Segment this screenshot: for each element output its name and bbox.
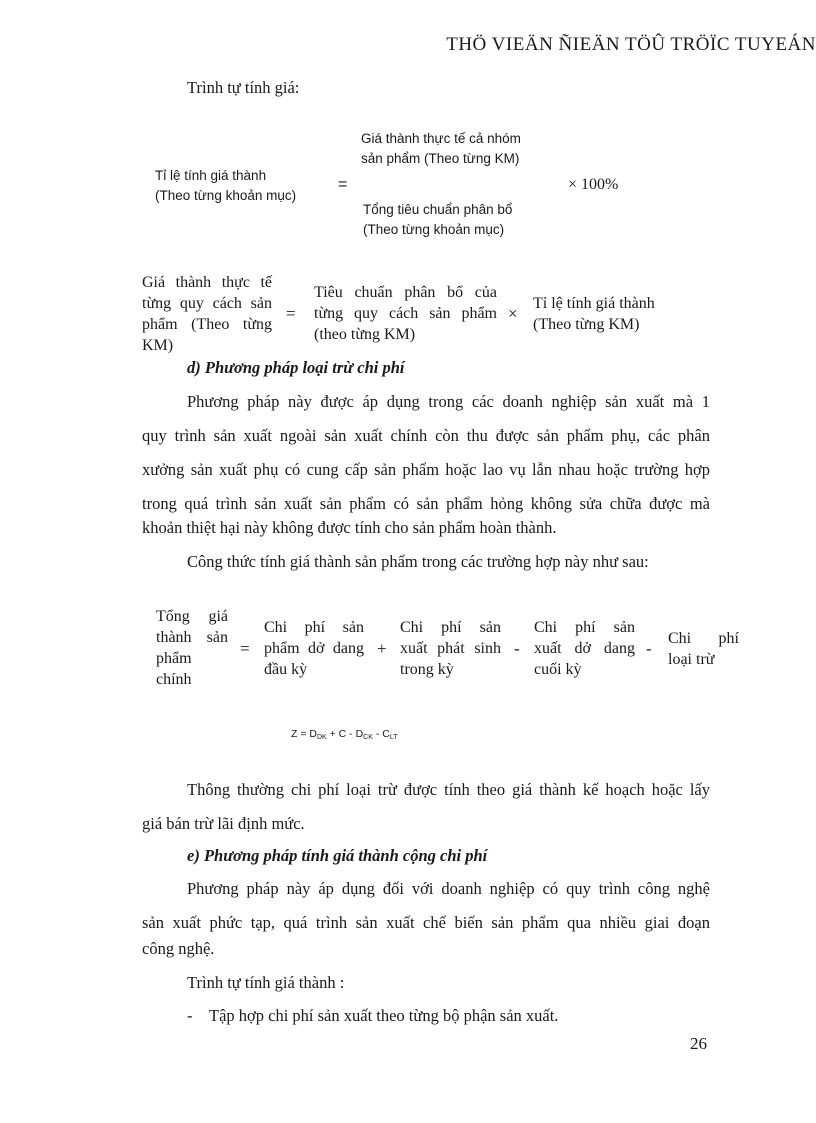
- formula3-col5: [668, 628, 739, 670]
- formula2-left-line: từng quy cách sản: [142, 295, 272, 312]
- formula1-numerator: [361, 129, 521, 170]
- section-d-paragraph-line: Phương pháp này được áp dụng trong các doanh nghiệp sản xuất mà 1: [187, 392, 710, 411]
- site-header-title: THÖ VIEÄN ÑIEÄN TÖÛ TRÖÏC TUYEÁN: [446, 34, 816, 55]
- formula3-col4-line: Chi phí sản: [534, 619, 635, 636]
- section-e-paragraph-line: Phương pháp này áp dụng đối với doanh nghiệp có quy trình công nghệ: [187, 879, 710, 898]
- formula2-left-line: phẩm (Theo từng: [142, 316, 272, 333]
- formula3-col2: [264, 617, 364, 680]
- formula2-equals: =: [286, 304, 296, 323]
- formula1-left-line2: (Theo từng khoản mục): [155, 188, 297, 204]
- section-d-paragraph-line: khoản thiệt hại này không được tính cho sản phẩm hoàn thành.: [142, 518, 557, 537]
- formula2-right-term: [533, 293, 655, 335]
- formula3-minus1: -: [514, 639, 520, 658]
- formula3-col4: [534, 617, 635, 680]
- formula3-plus: +: [377, 639, 387, 658]
- bullet-marker: -: [187, 1006, 193, 1025]
- formula3-col5-line: loại trừ: [668, 651, 715, 668]
- compact-formula-middle: + C - D: [326, 728, 364, 740]
- formula3-col1-line: thành sản: [156, 629, 228, 646]
- section-d-paragraph-line: trong quá trình sản xuất sản phẩm có sản phẩm hỏng không sửa chữa được mà: [142, 494, 710, 513]
- formula2-left-line: KM): [142, 337, 174, 354]
- formula1-times-100: × 100%: [568, 176, 619, 193]
- formula3-col1-line: phẩm: [156, 650, 192, 667]
- formula1-numerator-line1: Giá thành thực tế cả nhóm: [361, 131, 521, 146]
- formula3-col2-line: phẩm dở dang: [264, 640, 364, 657]
- para-after-line: Thông thường chi phí loại trừ được tính theo giá thành kế hoạch hoặc lấy: [187, 780, 710, 799]
- formula1-left-term: [155, 166, 296, 207]
- formula3-minus2: -: [646, 639, 652, 658]
- page-number: 26: [690, 1034, 707, 1053]
- formula3-col3: [400, 617, 501, 680]
- section-d-heading: d) Phương pháp loại trừ chi phí: [187, 358, 405, 377]
- formula2-times: ×: [508, 304, 518, 323]
- sequence-intro: Trình tự tính giá thành :: [187, 973, 345, 992]
- formula2-left-line: Giá thành thực tế: [142, 274, 272, 291]
- formula1-denominator-line2: (Theo từng khoản mục): [363, 222, 505, 238]
- formula2-middle-line: Tiêu chuẩn phân bổ của: [314, 284, 497, 301]
- compact-formula-sub-lt: LT: [389, 734, 398, 741]
- section-e-paragraph-line: công nghệ.: [142, 939, 215, 958]
- formula2-left-term: [142, 272, 272, 356]
- section-e-heading: e) Phương pháp tính giá thành cộng chi phí: [187, 846, 488, 865]
- formula3-col1-line: chính: [156, 671, 192, 688]
- formula3-col2-line: đầu kỳ: [264, 661, 308, 678]
- compact-formula-prefix: Z = D: [291, 728, 317, 740]
- formula3-col3-line: xuất phát sinh: [400, 640, 501, 657]
- para-after-line: giá bán trừ lãi định mức.: [142, 814, 305, 833]
- compact-formula-tail: - C: [372, 728, 390, 740]
- compact-formula-sub-ck: CK: [363, 734, 373, 741]
- compact-formula: [291, 728, 397, 741]
- formula1-equals: =: [338, 176, 348, 193]
- section-d-paragraph-line: quy trình sản xuất ngoài sản xuất chính còn thu được sản phẩm phụ, các phân: [142, 426, 710, 445]
- formula3-equals: =: [240, 639, 250, 658]
- formula3-col1: [156, 606, 228, 690]
- calc-sequence-intro: Trình tự tính giá:: [187, 78, 300, 97]
- formula1-numerator-line2: sản phẩm (Theo từng KM): [361, 151, 520, 167]
- formula3-col4-line: xuất dở dang: [534, 640, 635, 657]
- formula3-col3-line: Chi phí sản: [400, 619, 501, 636]
- formula1-denominator: [363, 200, 512, 241]
- formula2-middle-term: [314, 282, 497, 345]
- formula-intro: Công thức tính giá thành sản phẩm trong các trường hợp này như sau:: [187, 552, 649, 571]
- formula3-col1-line: Tổng giá: [156, 608, 228, 625]
- formula1-left-line1: Tỉ lệ tính giá thành: [155, 168, 267, 183]
- compact-formula-sub-dk: DK: [316, 734, 327, 741]
- formula3-col3-line: trong kỳ: [400, 661, 454, 678]
- section-e-paragraph-line: sản xuất phức tạp, quá trình sản xuất chế biến sản phẩm qua nhiều giai đoạn: [142, 913, 710, 932]
- formula2-middle-line: từng quy cách sản phẩm: [314, 305, 497, 322]
- formula2-right-line: Tỉ lệ tính giá thành: [533, 295, 655, 312]
- formula3-col5-line: Chi phí: [668, 630, 739, 647]
- formula1-denominator-line1: Tổng tiêu chuẩn phân bổ: [363, 202, 513, 217]
- formula2-middle-line: (theo từng KM): [314, 326, 416, 343]
- bullet-item-text: Tập hợp chi phí sản xuất theo từng bộ phận sản xuất.: [209, 1006, 559, 1025]
- formula3-col4-line: cuối kỳ: [534, 661, 582, 678]
- formula2-right-line: (Theo từng KM): [533, 316, 640, 333]
- formula3-col2-line: Chi phí sản: [264, 619, 364, 636]
- section-d-paragraph-line: xưởng sản xuất phụ có cung cấp sản phẩm hoặc lao vụ lẫn nhau hoặc trường hợp: [142, 460, 710, 479]
